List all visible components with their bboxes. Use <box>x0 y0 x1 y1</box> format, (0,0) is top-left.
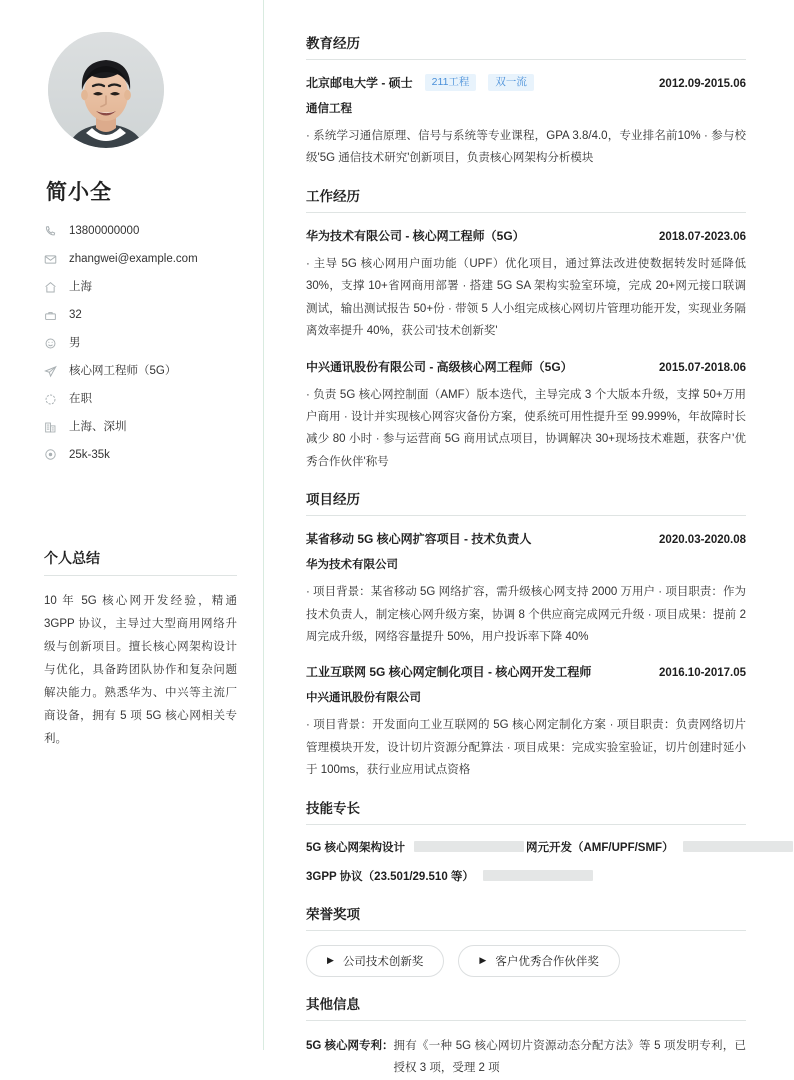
building-icon <box>44 420 62 434</box>
skills-grid <box>306 839 746 897</box>
work-entry <box>306 358 746 474</box>
entry-title-group <box>306 358 573 375</box>
entry-header <box>306 530 746 547</box>
home-icon <box>44 280 62 294</box>
entry-date: 2012.09-2015.06 <box>659 78 746 90</box>
entry-subtitle: 中兴通讯股份有限公司 <box>306 692 421 705</box>
other-info-row <box>306 1035 746 1080</box>
contact-gender <box>44 336 237 351</box>
skill-progress-bar <box>414 841 524 852</box>
contact-location <box>44 280 237 295</box>
contact-value: 32 <box>69 308 82 321</box>
portrait-photo-icon <box>48 32 164 148</box>
summary-section <box>44 548 237 751</box>
badge-211: 211工程 <box>425 74 477 91</box>
entry-title-group <box>306 663 591 680</box>
honor-chip[interactable] <box>458 945 619 977</box>
contact-value: 男 <box>69 336 81 349</box>
entry-title: 华为技术有限公司 - 核心网工程师（5G） <box>306 228 525 243</box>
entry-description: · 主导 5G 核心网用户面功能（UPF）优化项目，通过算法改进使数据转发时延降低 30%，支撑 10+省网商用部署 · 搭建 5G SA 架构实验室环境，完成 20+网元接口联调测试，输出测试报告 50+份 · 带领 5 人小组完成核心网切片管理功能开发，实现业务隔离效率提升 40%，获公司'技术创新奖' <box>306 257 746 338</box>
skill-progress-bar <box>683 841 793 852</box>
contact-value: zhangwei@example.com <box>69 252 198 265</box>
section-projects <box>306 488 746 782</box>
section-other <box>306 993 746 1080</box>
work-entry <box>306 227 746 343</box>
avatar <box>48 32 164 148</box>
main-column <box>264 0 794 1075</box>
summary-text: 10 年 5G 核心网开发经验，精通 3GPP 协议，主导过大型商用网络升级与创新项目。擅长核心网架构设计与优化，具备跨团队协作和复杂问题解决能力。熟悉华为、中兴等主流厂商设备，拥有 5 项 5G 核心网相关专利。 <box>44 595 237 746</box>
briefcase-icon <box>44 308 62 322</box>
honor-label: 客户优秀合作伙伴奖 <box>495 955 599 968</box>
entry-date: 2020.03-2020.08 <box>659 534 746 547</box>
section-heading-skills: 技能专长 <box>306 797 746 825</box>
skill-label: 5G 核心网架构设计 <box>306 841 406 854</box>
section-education <box>306 32 746 170</box>
entry-description: · 负责 5G 核心网控制面（AMF）版本迭代，主导完成 3 个大版本升级，支撑 50+万用户商用 · 设计并实现核心网容灾备份方案，使系统可用性提升至 99.999%，年故障时长减少 80 小时 · 参与运营商 5G 商用试点项目，协调解决 30+现场技术难题，获客户'优秀合作伙伴'称号 <box>306 388 746 468</box>
entry-title: 北京邮电大学 - 硕士 <box>306 76 413 90</box>
section-heading-work: 工作经历 <box>306 185 746 213</box>
contact-value: 25k-35k <box>69 448 110 461</box>
entry-title: 中兴通讯股份有限公司 - 高级核心网工程师（5G） <box>306 359 573 374</box>
entry-title: 工业互联网 5G 核心网定制化项目 - 核心网开发工程师 <box>306 665 592 680</box>
other-info-label: 5G 核心网专利： <box>306 1039 394 1052</box>
section-work <box>306 185 746 473</box>
entry-date: 2016.10-2017.05 <box>659 667 746 680</box>
paper-plane-icon <box>44 364 62 378</box>
refresh-icon <box>44 392 62 406</box>
contact-phone <box>44 224 237 239</box>
contact-value: 核心网工程师（5G） <box>69 364 177 377</box>
skill-item <box>306 868 526 884</box>
play-triangle-icon: ▶ <box>327 955 334 966</box>
envelope-icon <box>44 252 62 266</box>
entry-date: 2015.07-2018.06 <box>659 361 746 374</box>
badge-shuangyiliu: 双一流 <box>488 74 534 91</box>
section-heading-honors: 荣誉奖项 <box>306 903 746 931</box>
section-honors <box>306 903 746 977</box>
contact-age <box>44 308 237 323</box>
play-triangle-icon: ▶ <box>479 955 487 966</box>
summary-heading: 个人总结 <box>44 548 237 576</box>
honor-chip[interactable] <box>306 945 444 977</box>
other-info-value: 拥有《一种 5G 核心网切片资源动态分配方法》等 5 项发明专利，已授权 3 项，受理 2 项 <box>393 1039 746 1075</box>
contact-work-cities <box>44 420 237 435</box>
skill-item <box>306 839 526 855</box>
sidebar <box>0 0 264 1050</box>
section-heading-projects: 项目经历 <box>306 488 746 516</box>
skill-label: 3GPP 协议（23.501/29.510 等） <box>306 870 474 883</box>
skill-item <box>526 839 746 855</box>
skill-label: 网元开发（AMF/UPF/SMF） <box>526 841 674 854</box>
entry-title-group <box>306 74 534 91</box>
contact-position <box>44 364 237 379</box>
entry-title: 某省移动 5G 核心网扩容项目 - 技术负责人 <box>306 532 532 547</box>
section-heading-education: 教育经历 <box>306 32 746 60</box>
gender-icon <box>44 336 62 350</box>
page-title: 简小全 <box>46 181 112 204</box>
entry-description: · 项目背景：开发面向工业互联网的 5G 核心网定制化方案 · 项目职责：负责网络切片管理模块开发，设计切片资源分配算法 · 项目成果：完成实验室验证，切片创建时延小于 100ms，获行业应用试点资格 <box>306 719 746 777</box>
contact-value: 13800000000 <box>69 225 140 237</box>
entry-title-group <box>306 227 525 244</box>
entry-subtitle: 通信工程 <box>306 103 352 115</box>
target-icon <box>44 448 62 462</box>
entry-description: · 项目背景：某省移动 5G 网络扩容，需升级核心网支持 2000 万用户 · 项目职责：作为技术负责人，制定核心网升级方案，协调 8 个供应商完成网元升级 · 项目成果：提前 2 周完成升级，网络容量提升 50%，用户投诉率下降 40% <box>306 586 746 644</box>
entry-subtitle: 华为技术有限公司 <box>306 559 398 572</box>
contact-salary <box>44 448 237 463</box>
phone-icon <box>44 224 62 238</box>
entry-header <box>306 74 746 91</box>
contact-value: 上海 <box>69 280 92 293</box>
contact-status <box>44 392 237 407</box>
project-entry <box>306 663 746 781</box>
section-heading-other: 其他信息 <box>306 993 746 1021</box>
contact-list <box>44 224 237 462</box>
skill-progress-bar <box>483 870 593 881</box>
section-skills <box>306 797 746 897</box>
entry-title-group <box>306 530 531 547</box>
contact-email <box>44 252 237 267</box>
entry-header <box>306 663 746 680</box>
entry-header <box>306 227 746 244</box>
honors-list <box>306 945 746 977</box>
honor-label: 公司技术创新奖 <box>342 955 424 968</box>
contact-value: 上海、深圳 <box>69 420 127 433</box>
entry-description: · 系统学习通信原理、信号与系统等专业课程，GPA 3.8/4.0，专业排名前10% · 参与校级'5G 通信技术研究'创新项目，负责核心网架构分析模块 <box>306 130 746 165</box>
education-entry <box>306 74 746 170</box>
entry-date: 2018.07-2023.06 <box>659 230 746 243</box>
project-entry <box>306 530 746 648</box>
entry-header <box>306 358 746 375</box>
contact-value: 在职 <box>69 392 92 405</box>
